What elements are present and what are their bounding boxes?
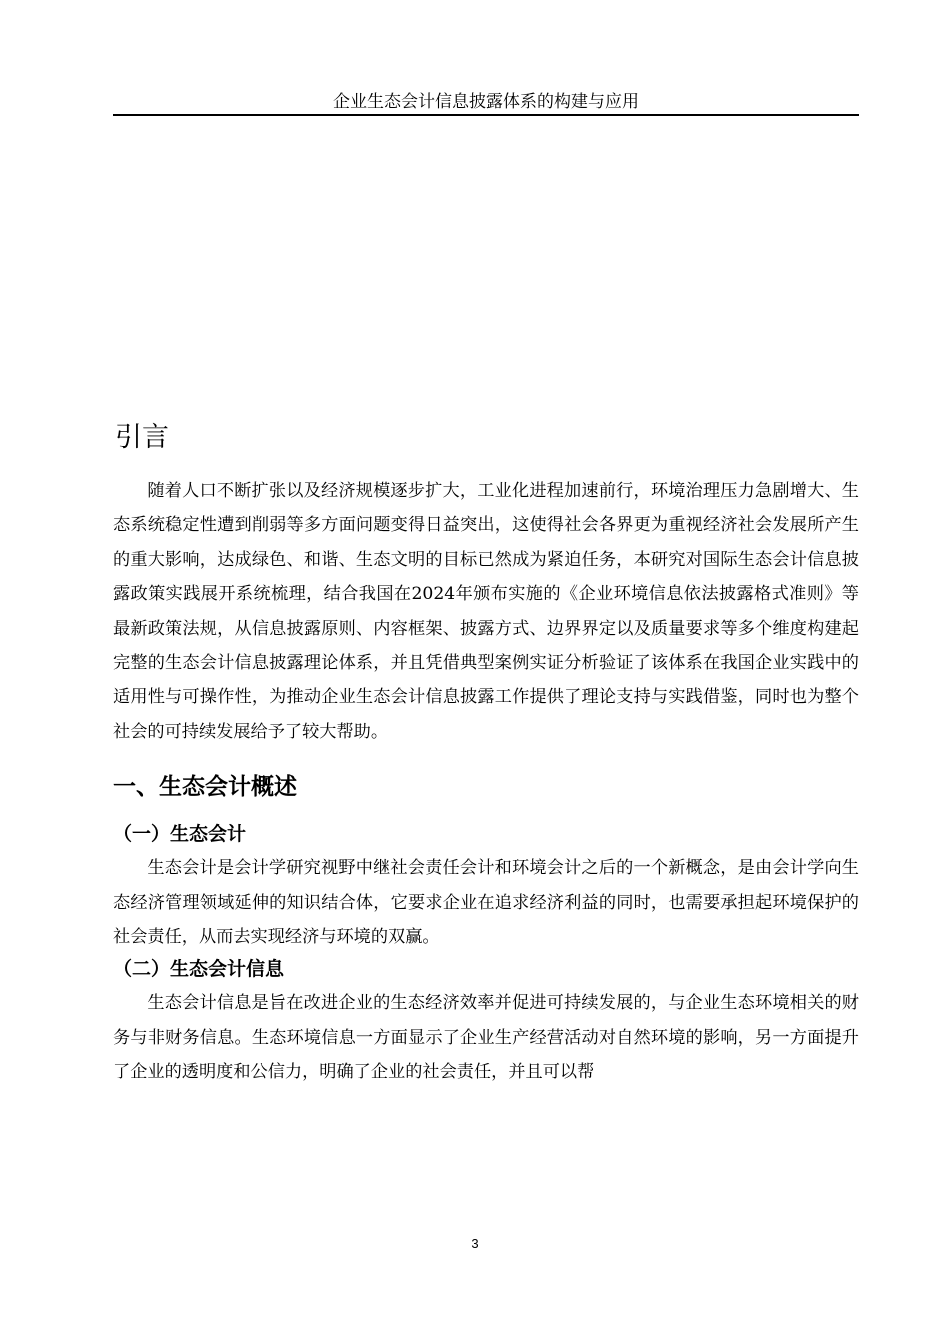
subsection-heading-eco-accounting: （一）生态会计 bbox=[113, 823, 247, 846]
eco-accounting-info-paragraph: 生态会计信息是旨在改进企业的生态经济效率并促进可持续发展的，与企业生态环境相关的财务与非财务信息。生态环境信息一方面显示了企业生产经营活动对自然环境的影响，另一方面提升了企业的透明度和公信力，明确了企业的社会责任，并且可以帮 bbox=[113, 993, 859, 1083]
eco-accounting-paragraph: 生态会计是会计学研究视野中继社会责任会计和环境会计之后的一个新概念，是由会计学向生态经济管理领域延伸的知识结合体，它要求企业在追求经济利益的同时，也需要承担起环境保护的社会责任，从而去实现经济与环境的双赢。 bbox=[113, 858, 859, 948]
page-number: 3 bbox=[471, 1236, 479, 1251]
header-rule bbox=[113, 114, 859, 116]
running-header: 企业生态会计信息披露体系的构建与应用 bbox=[333, 92, 639, 112]
section-heading-overview: 一、生态会计概述 bbox=[113, 774, 297, 801]
intro-heading: 引言 bbox=[115, 422, 169, 453]
page-body bbox=[113, 418, 859, 1090]
subsection-heading-eco-accounting-info: （二）生态会计信息 bbox=[113, 958, 285, 981]
intro-paragraph: 随着人口不断扩张以及经济规模逐步扩大，工业化进程加速前行，环境治理压力急剧增大、生态系统稳定性遭到削弱等多方面问题变得日益突出，这使得社会各界更为重视经济社会发展所产生的重大影响，达成绿色、和谐、生态文明的目标已然成为紧迫任务，本研究对国际生态会计信息披露政策实践展开系统梳理，结合我国在2024年颁布实施的《企业环境信息依法披露格式准则》等最新政策法规，从信息披露原则、内容框架、披露方式、边界界定以及质量要求等多个维度构建起完整的生态会计信息披露理论体系，并且凭借典型案例实证分析验证了该体系在我国企业实践中的适用性与可操作性，为推动企业生态会计信息披露工作提供了理论支持与实践借鉴，同时也为整个社会的可持续发展给予了较大帮助。 bbox=[113, 481, 859, 742]
